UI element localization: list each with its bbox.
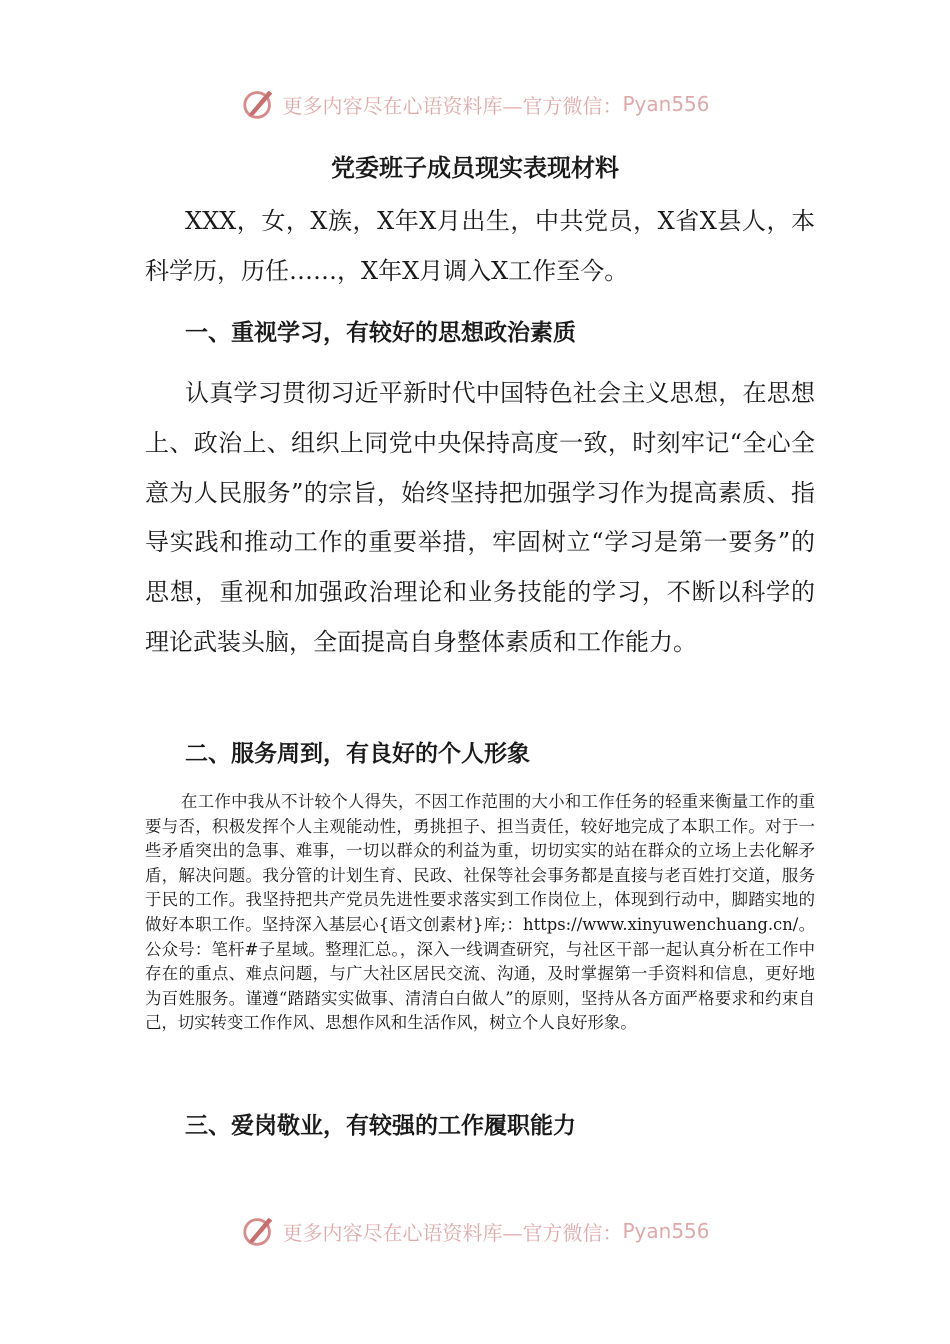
watermark-wechat-id: Pyan556 (622, 1219, 710, 1243)
section-1-heading: 一、重视学习，有较好的思想政治素质 (185, 319, 576, 346)
section-2-heading: 二、服务周到，有良好的个人形象 (185, 740, 530, 767)
watermark-text: 更多内容尽在心语资料库—官方微信： (282, 1220, 623, 1245)
section-3-heading: 三、爱岗敬业，有较强的工作履职能力 (185, 1112, 576, 1139)
watermark-header (0, 82, 950, 126)
intro-paragraph: XXX，女，X族，X年X月出生，中共党员，X省X县人，本科学历，历任……，X年X月调入X工作至今。 (145, 207, 815, 285)
watermark-footer (0, 1209, 950, 1253)
section-1-body: 认真学习贯彻习近平新时代中国特色社会主义思想，在思想上、政治上、组织上同党中央保持高度一致，时刻牢记“全心全意为人民服务”的宗旨，始终坚持把加强学习作为提高素质、指导实践和推动工作的重要举措，牢固树立“学习是第一要务”的思想，重视和加强政治理论和业务技能的学习，不断以科学的理论武装头脑，全面提高自身整体素质和工作能力。 (145, 379, 815, 656)
section-2-body: 在工作中我从不计较个人得失，不因工作范围的大小和工作任务的轻重来衡量工作的重要与否，积极发挥个人主观能动性，勇挑担子、担当责任，较好地完成了本职工作。对于一些矛盾突出的急事、难事，一切以群众的利益为重，切切实实的站在群众的立场上去化解矛盾，解决问题。我分管的计划生育、民政、社保等社会事务都是直接与老百姓打交道，服务于民的工作。我坚持把共产党员先进性要求落实到工作岗位上，体现到行动中，脚踏实地的做好本职工作。坚持深入基层心{语文创素材}库;：https://www.xinyuwenchuang.cn/。公众号：笔杆#子星域。整理汇总。，深入一线调查研究，与社区干部一起认真分析在工作中存在的重点、难点问题，与广大社区居民交流、沟通，及时掌握第一手资料和信息，更好地为百姓服务。谨遵“踏踏实实做事、清清白白做人”的原则，坚持从各方面严格要求和约束自己，切实转变工作作风、思想作风和生活作风，树立个人良好形象。 (145, 792, 815, 1033)
watermark-wechat-id: Pyan556 (622, 92, 710, 116)
document-title: 党委班子成员现实表现材料 (331, 153, 619, 182)
quill-logo-icon (240, 85, 278, 123)
watermark-text: 更多内容尽在心语资料库—官方微信： (282, 93, 623, 118)
quill-logo-icon (240, 1212, 278, 1250)
